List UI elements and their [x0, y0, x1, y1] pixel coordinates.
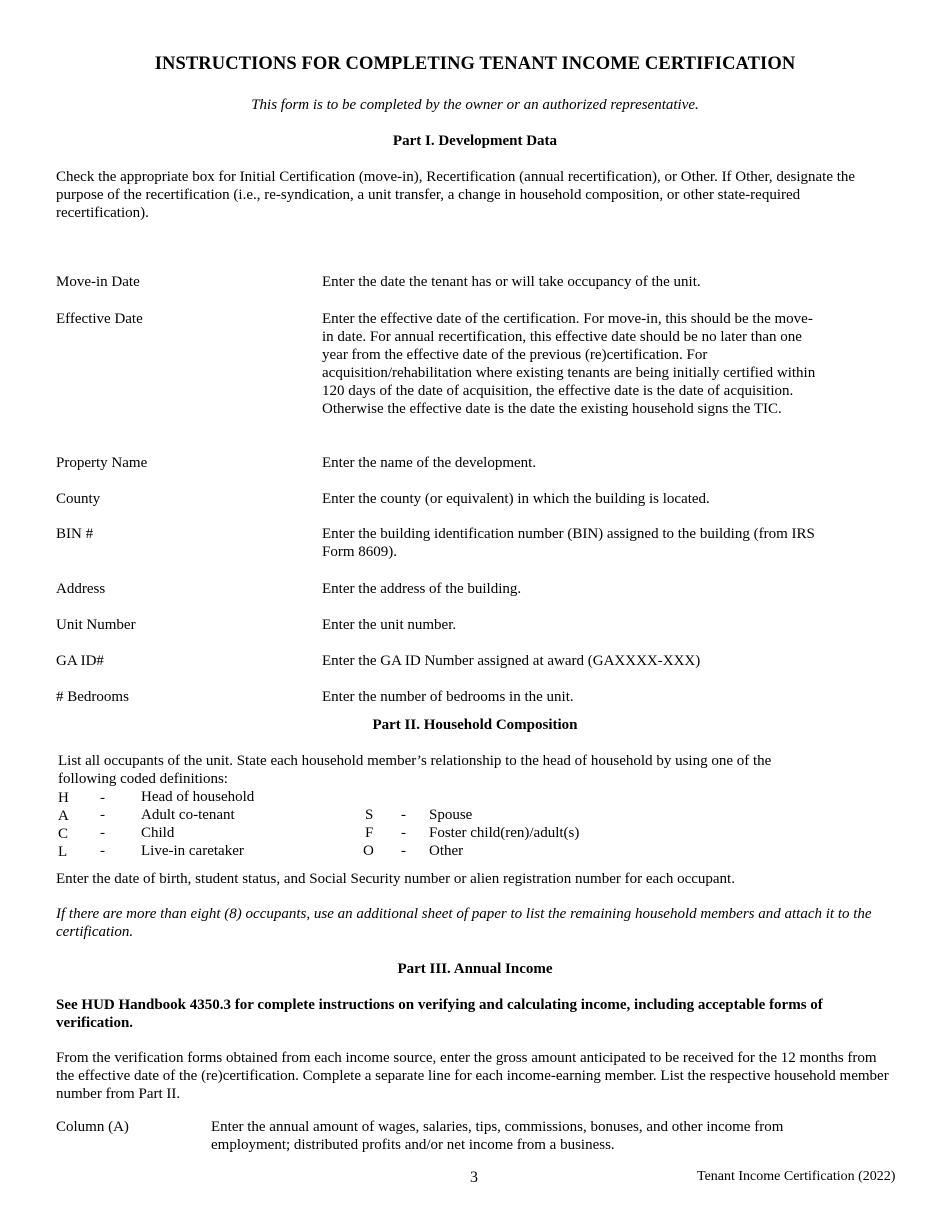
field-desc-county: Enter the county (or equivalent) in which the building is located. — [322, 491, 710, 507]
code-dash: - — [100, 807, 105, 823]
code-dash: - — [401, 843, 406, 859]
field-desc-bin: Enter the building identification number (BIN) assigned to the building (from IRS Form 8609). — [322, 526, 815, 560]
column-a-label: Column (A) — [56, 1119, 129, 1135]
page-subtitle: This form is to be completed by the owner or an authorized representative. — [251, 97, 699, 113]
field-desc-address: Enter the address of the building. — [322, 581, 522, 597]
field-desc-ga-id: Enter the GA ID Number assigned at award (GAXXXX-XXX) — [322, 653, 701, 669]
page-title: INSTRUCTIONS FOR COMPLETING TENANT INCOME CERTIFICATION — [154, 54, 796, 74]
code-letter: S — [365, 807, 374, 823]
part3-paragraph: From the verification forms obtained from each income source, enter the gross amount anticipated to be received for the 12 months from the effective date of the (re)certification. Complete a separate line for each income-earning member. List the respective household member number from Part II. — [56, 1050, 889, 1102]
field-label-ga-id: GA ID# — [56, 653, 104, 669]
field-label-bedrooms: # Bedrooms — [56, 689, 129, 705]
field-label-property-name: Property Name — [56, 455, 148, 471]
code-letter: H — [58, 790, 69, 806]
part2-heading: Part II. Household Composition — [372, 717, 578, 733]
code-meaning: Other — [429, 843, 464, 859]
part2-intro: List all occupants of the unit. State each household member’s relationship to the head of household by using one of the following coded definitions: — [58, 753, 772, 787]
field-label-bin: BIN # — [56, 526, 94, 542]
code-meaning: Spouse — [429, 807, 473, 823]
code-letter: C — [58, 826, 69, 842]
code-letter: F — [365, 825, 374, 841]
field-label-unit-number: Unit Number — [56, 617, 136, 633]
field-desc-move-in-date: Enter the date the tenant has or will take occupancy of the unit. — [322, 274, 701, 290]
code-dash: - — [100, 843, 105, 859]
code-dash: - — [401, 807, 406, 823]
code-meaning: Child — [141, 825, 175, 841]
part2-note: If there are more than eight (8) occupants, use an additional sheet of paper to list the remaining household members and attach it to the certification. — [56, 906, 872, 940]
page-number: 3 — [470, 1169, 478, 1186]
code-letter: O — [363, 843, 374, 859]
field-label-address: Address — [56, 581, 106, 597]
code-letter: L — [58, 844, 68, 860]
field-desc-property-name: Enter the name of the development. — [322, 455, 537, 471]
code-meaning: Live-in caretaker — [141, 843, 244, 859]
part3-bold-note: See HUD Handbook 4350.3 for complete instructions on verifying and calculating income, including acceptable forms of verification. — [56, 997, 823, 1031]
code-dash: - — [100, 790, 105, 806]
code-dash: - — [401, 825, 406, 841]
part1-heading: Part I. Development Data — [392, 133, 558, 149]
code-dash: - — [100, 825, 105, 841]
field-desc-bedrooms: Enter the number of bedrooms in the unit. — [322, 689, 574, 705]
field-label-county: County — [56, 491, 101, 507]
code-meaning: Adult co-tenant — [141, 807, 235, 823]
field-label-effective-date: Effective Date — [56, 311, 143, 327]
part3-heading: Part III. Annual Income — [397, 961, 553, 977]
code-letter: A — [58, 808, 69, 824]
code-meaning: Foster child(ren)/adult(s) — [429, 825, 580, 841]
footer-text: Tenant Income Certification (2022) — [697, 1169, 896, 1184]
part2-dob-text: Enter the date of birth, student status, and Social Security number or alien registration number for each occupant. — [56, 871, 735, 887]
column-a-desc: Enter the annual amount of wages, salaries, tips, commissions, bonuses, and other income from employment; distributed profits and/or net income from a business. — [211, 1119, 784, 1153]
code-meaning: Head of household — [141, 789, 255, 805]
field-label-move-in-date: Move-in Date — [56, 274, 140, 290]
field-desc-effective-date: Enter the effective date of the certification. For move-in, this should be the move-in date. For annual recertification, this effective date should be no later than one year from the effective date of the previous (re)certification. For acquisition/rehabilitation where existing tenants are being initially certified within 120 days of the date of acquisition, the effective date is the date of acquisition. Otherwise the effective date is the date the existing household signs the TIC. — [322, 311, 816, 417]
part1-intro: Check the appropriate box for Initial Certification (move-in), Recertification (annual recertification), or Other. If Other, designate the purpose of the recertification (i.e., re-syndication, a unit transfer, a change in household composition, or other state-required recertification). — [56, 169, 856, 221]
field-desc-unit-number: Enter the unit number. — [322, 617, 457, 633]
